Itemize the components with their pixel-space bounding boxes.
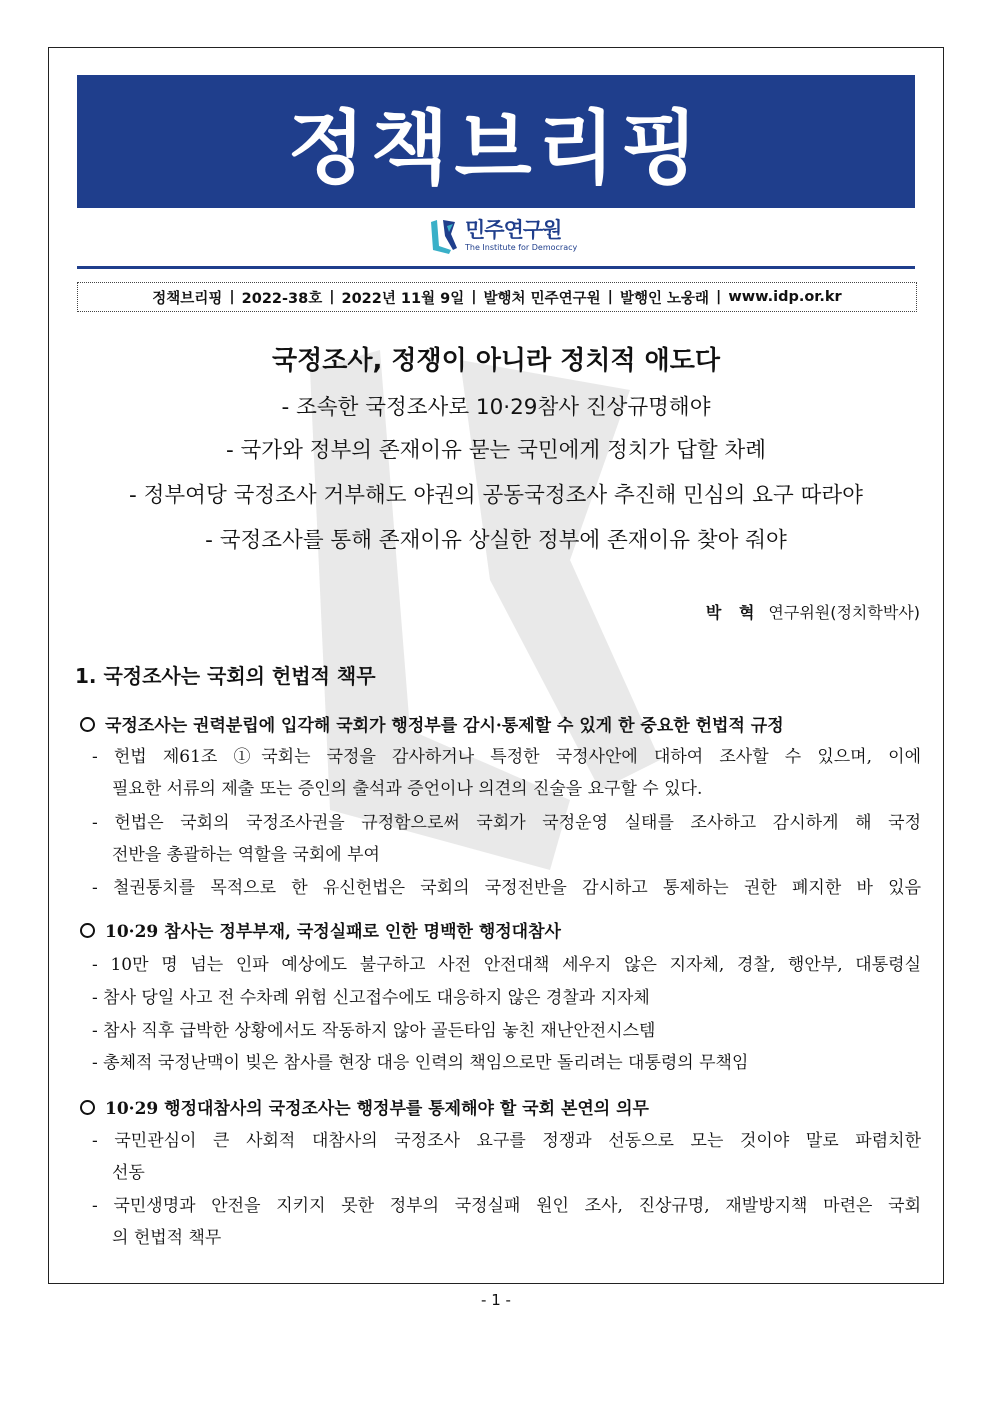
bullet-line: 전반을 총괄하는 역할을 국회에 부여	[112, 845, 380, 865]
info-issuer: 발행인 노웅래	[619, 290, 710, 307]
banner-title: 정책브리핑	[287, 102, 705, 195]
info-publisher: 발행처 민주연구원	[483, 290, 601, 307]
info-separator: |	[716, 289, 722, 305]
institute-logo	[427, 214, 577, 258]
info-date: 2022년 11월 9일	[341, 290, 465, 307]
logo-name-en: The Institute for Democracy	[465, 243, 578, 252]
author-name: 박 혁	[705, 603, 761, 622]
briefing-subtitle: - 국가와 정부의 존재이유 묻는 국민에게 정치가 답할 차례	[225, 438, 767, 463]
briefing-title: 국정조사, 정쟁이 아니라 정치적 애도다	[272, 346, 720, 376]
bullet-line: - 총체적 국정난맥이 빚은 참사를 현장 대응 인력의 책임으로만 돌리려는 대통령의 무책임	[92, 1053, 749, 1073]
author-role: 연구위원(정치학박사)	[768, 603, 920, 622]
bullet-line: - 철권통치를 목적으로 한 유신헌법은 국회의 국정전반을 감시하고 통제하는 권한 폐지한 바 있음	[92, 878, 921, 898]
publication-info-bar	[77, 282, 917, 312]
section-title: 1. 국정조사는 국회의 헌법적 책무	[75, 664, 376, 688]
info-separator: |	[471, 289, 477, 305]
info-separator: |	[329, 289, 335, 305]
header-banner	[77, 75, 915, 208]
briefing-subtitle: - 정부여당 국정조사 거부해도 야권의 공동국정조사 추진해 민심의 요구 따라야	[129, 483, 863, 508]
bullet-heading: 국정조사는 권력분립에 입각해 국회가 행정부를 감시·통제할 수 있게 한 중요한 헌법적 규정	[80, 711, 784, 736]
briefing-subtitle: - 조속한 국정조사로 10·29참사 진상규명해야	[281, 395, 711, 420]
info-issue: 2022-38호	[241, 290, 323, 307]
circle-bullet-icon	[80, 923, 95, 938]
info-website-link[interactable]: www.idp.or.kr	[728, 289, 842, 305]
logo-name-ko: 민주연구원	[465, 218, 562, 242]
info-series: 정책브리핑	[152, 290, 223, 307]
bullet-line: - 10만 명 넘는 인파 예상에도 불구하고 사전 안전대책 세우지 않은 지자체, 경찰, 행안부, 대통령실	[92, 955, 921, 975]
bullet-line: 선동	[112, 1163, 145, 1183]
bullet-line: - 국민관심이 큰 사회적 대참사의 국정조사 요구를 정쟁과 선동으로 모는 것이야 말로 파렴치한	[92, 1131, 921, 1151]
info-separator: |	[229, 289, 235, 305]
header-rule	[77, 266, 915, 269]
circle-bullet-icon	[80, 1100, 95, 1115]
briefing-subtitle: - 국정조사를 통해 존재이유 상실한 정부에 존재이유 찾아 줘야	[205, 528, 787, 553]
bullet-line: - 참사 당일 사고 전 수차례 위험 신고접수에도 대응하지 않은 경찰과 지자체	[92, 988, 650, 1008]
logo-mark-icon	[427, 216, 461, 256]
bullet-line: - 참사 직후 급박한 상황에서도 작동하지 않아 골든타임 놓친 재난안전시스템	[92, 1021, 656, 1041]
bullet-heading: 10·29 참사는 정부부재, 국정실패로 인한 명백한 행정대참사	[80, 917, 561, 942]
circle-bullet-icon	[80, 717, 95, 732]
bullet-line: 의 헌법적 책무	[112, 1228, 222, 1248]
bullet-line: - 헌법 제61조 ①국회는 국정을 감사하거나 특정한 국정사안에 대하여 조사할 수 있으며, 이에	[92, 747, 921, 767]
page-number: - 1 -	[481, 1291, 511, 1309]
bullet-line: 필요한 서류의 제출 또는 증인의 출석과 증언이나 의견의 진술을 요구할 수 있다.	[112, 779, 703, 799]
bullet-line: - 헌법은 국회의 국정조사권을 규정함으로써 국회가 국정운영 실태를 조사하고 감시하게 해 국정	[92, 813, 921, 833]
bullet-line: - 국민생명과 안전을 지키지 못한 정부의 국정실패 원인 조사, 진상규명, 재발방지책 마련은 국회	[92, 1196, 921, 1216]
bullet-heading: 10·29 행정대참사의 국정조사는 행정부를 통제해야 할 국회 본연의 의무	[80, 1094, 649, 1119]
author-line	[706, 600, 920, 623]
info-separator: |	[607, 289, 613, 305]
